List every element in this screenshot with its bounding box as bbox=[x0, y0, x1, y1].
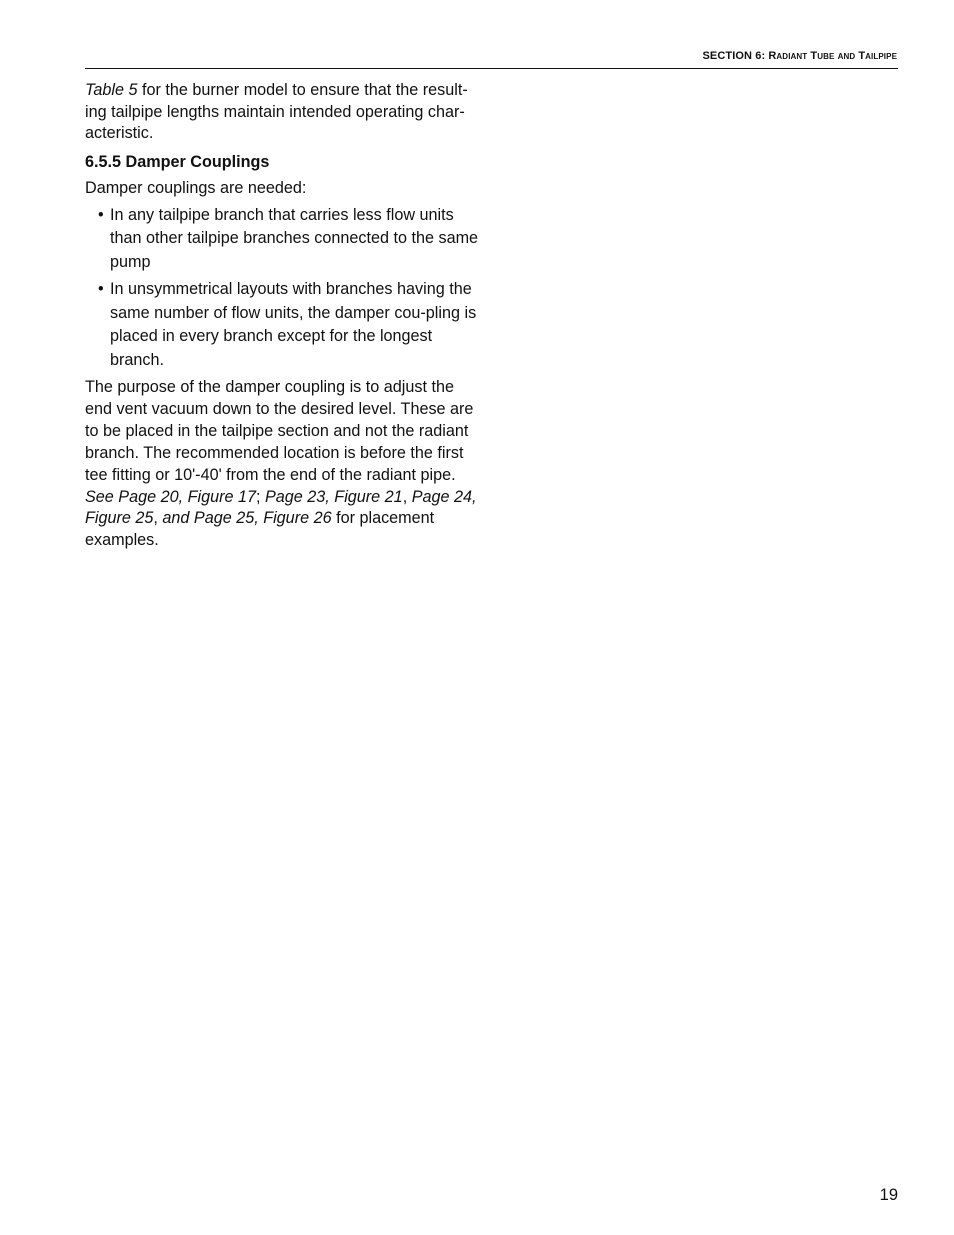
figure-reference: Page 24, Figure 25 bbox=[85, 487, 477, 528]
bullet-icon: • bbox=[98, 205, 104, 224]
table-reference: Table 5 bbox=[85, 81, 138, 99]
list-item bbox=[85, 204, 485, 275]
running-header bbox=[703, 50, 898, 62]
section-heading: 6.5.5 Damper Couplings bbox=[85, 152, 270, 171]
page-number: 19 bbox=[879, 1186, 898, 1204]
separator: , bbox=[153, 509, 163, 528]
separator: ; bbox=[256, 487, 265, 506]
continuation-text: for the burner model to ensure that the result-ing tailpipe lengths maintain intended operating char-acteristic. bbox=[85, 81, 468, 142]
purpose-tail: for placement examples. bbox=[85, 509, 435, 550]
separator: , bbox=[402, 487, 412, 506]
intro-text: Damper couplings are needed: bbox=[85, 179, 307, 197]
purpose-text: The purpose of the damper coupling is to adjust the end vent vacuum down to the desired level. These are to be placed in the tailpipe section and not the radiant branch. The recommended location is before the first tee fitting or 10'-40' from the end of the radiant pipe. bbox=[85, 378, 474, 484]
section-prefix: SECTION 6: bbox=[702, 50, 769, 62]
figure-reference: and Page 25, Figure 26 bbox=[162, 509, 332, 528]
text-column bbox=[85, 80, 485, 552]
header-rule bbox=[85, 68, 898, 69]
bullet-icon: • bbox=[98, 280, 104, 298]
section-title: Radiant Tube and Tailpipe bbox=[768, 50, 897, 62]
purpose-paragraph bbox=[85, 377, 485, 552]
figure-reference: Page 23, Figure 21 bbox=[265, 487, 403, 506]
bullet-list bbox=[85, 204, 485, 373]
continuation-paragraph bbox=[85, 80, 485, 145]
figure-reference: See Page 20, Figure 17 bbox=[85, 487, 256, 506]
bullet-text: In unsymmetrical layouts with branches having the same number of flow units, the damper cou-pling is placed in every branch except for the longest branch. bbox=[110, 280, 477, 369]
list-item bbox=[85, 278, 485, 372]
bullet-text: In any tailpipe branch that carries less flow units than other tailpipe branches connected to the same pump bbox=[110, 205, 479, 271]
